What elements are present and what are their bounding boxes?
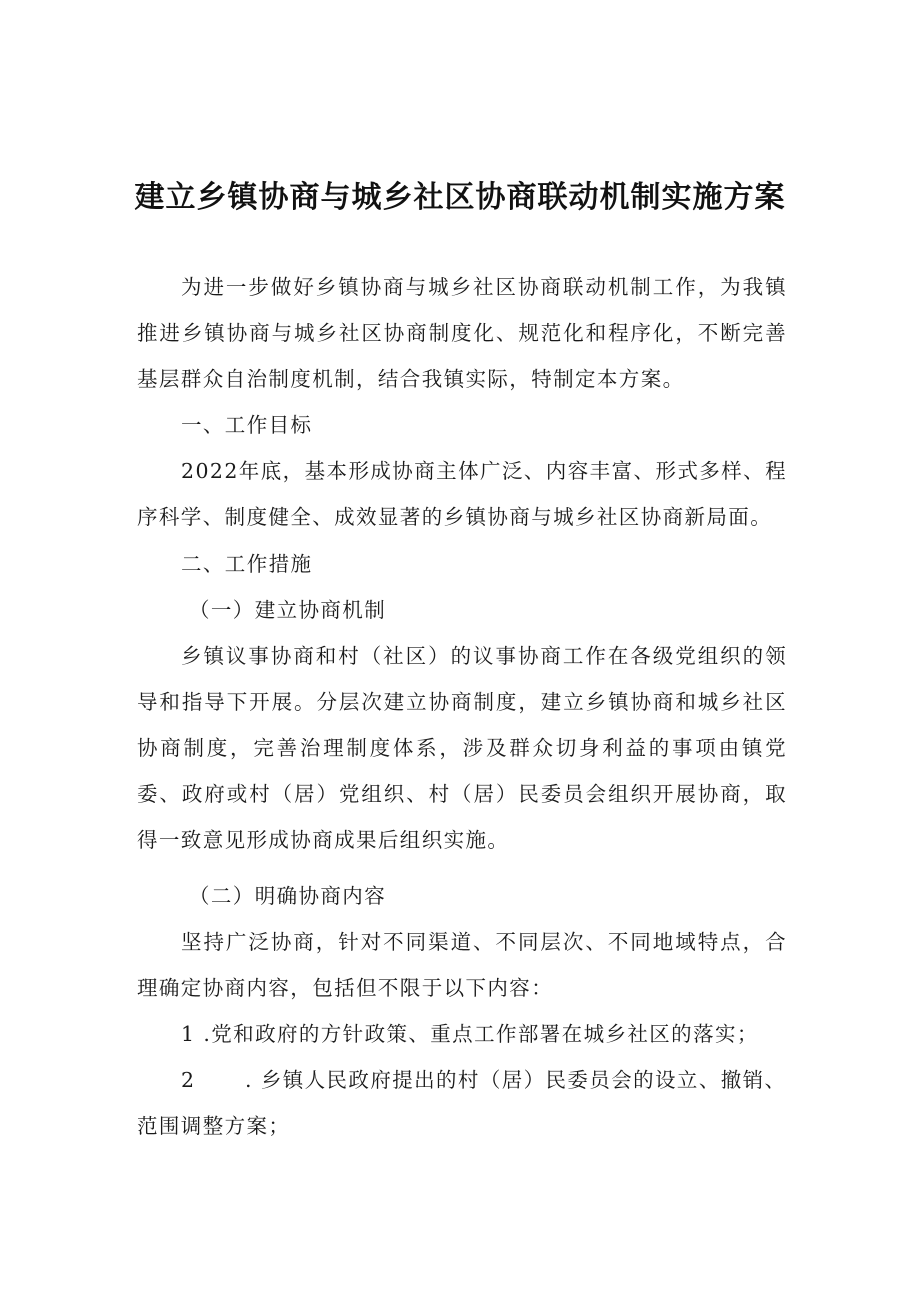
document-title: 建立乡镇协商与城乡社区协商联动机制实施方案 [134, 180, 786, 215]
intro-paragraph: 为进一步做好乡镇协商与城乡社区协商联动机制工作，为我镇推进乡镇协商与城乡社区协商制度化、规范化和程序化，不断完善基层群众自治制度机制，结合我镇实际，特制定本方案。 [137, 275, 787, 391]
section-1-heading: 一、工作目标 [181, 413, 313, 437]
list-item-2-text: . 乡镇人民政府提出的村（居）民委员会的设立、撤销、范围调整方案； [137, 1068, 787, 1138]
section-2-heading: 二、工作措施 [181, 552, 313, 576]
section-1-body: 2022年底，基本形成协商主体广泛、内容丰富、形式多样、程序科学、制度健全、成效显著的乡镇协商与城乡社区协商新局面。 [137, 459, 787, 529]
subsection-1-body: 乡镇议事协商和村（社区）的议事协商工作在各级党组织的领导和指导下开展。分层次建立协商制度，建立乡镇协商和城乡社区协商制度，完善治理制度体系，涉及群众切身利益的事项由镇党委、政府或村（居）党组织、村（居）民委员会组织开展协商，取得一致意见形成协商成果后组织实施。 [137, 644, 787, 852]
list-item-1: 1 .党和政府的方针政策、重点工作部署在城乡社区的落实； [181, 1022, 759, 1046]
list-item-2-number: 2 [181, 1068, 196, 1092]
subsection-1-heading: （一）建立协商机制 [189, 598, 387, 622]
list-item-2 [137, 1057, 787, 1149]
subsection-2-heading: （二）明确协商内容 [189, 884, 387, 908]
subsection-2-body: 坚持广泛协商，针对不同渠道、不同层次、不同地域特点，合理确定协商内容，包括但不限于以下内容： [137, 930, 787, 1000]
